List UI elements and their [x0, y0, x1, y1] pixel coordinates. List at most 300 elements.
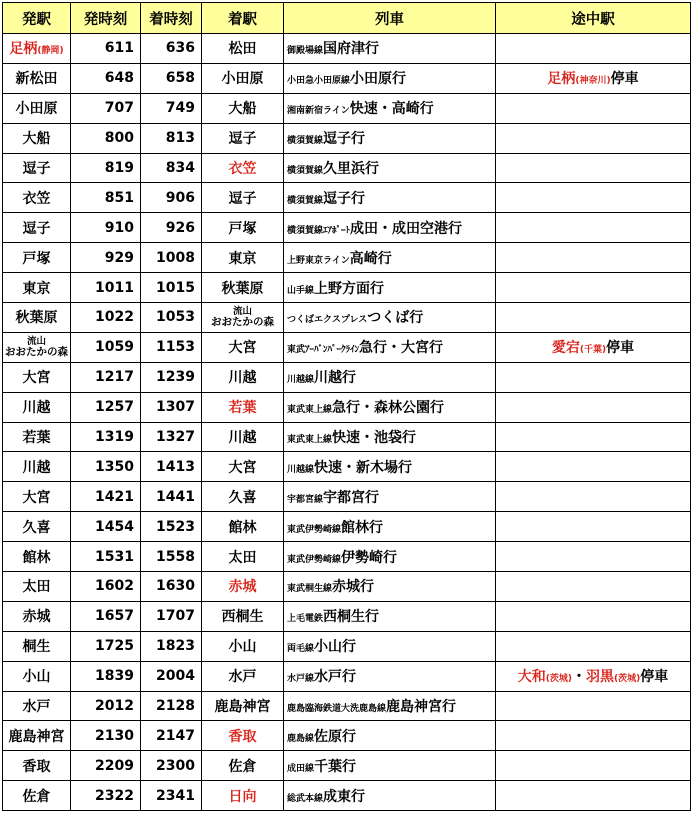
- arrival-time: 1239: [141, 362, 202, 392]
- table-row: [3, 392, 691, 422]
- via-stations: [496, 243, 691, 273]
- departure-time: 2012: [71, 691, 141, 721]
- text-segment: 館林: [228, 519, 257, 536]
- train-destination: 逗子行: [323, 131, 366, 148]
- train-destination: 高崎行: [349, 250, 392, 267]
- arrival-station: [202, 721, 284, 751]
- line-name: 両毛線: [287, 644, 315, 655]
- departure-station: [3, 123, 71, 153]
- arrival-station: [202, 392, 284, 422]
- line-name: 小田急小田原線: [287, 76, 351, 87]
- train-destination: 水戸行: [314, 669, 357, 686]
- departure-time: 929: [71, 243, 141, 273]
- departure-station: [3, 243, 71, 273]
- header-via-stations: 途中駅: [496, 3, 691, 34]
- train-info: [284, 661, 496, 691]
- via-stations: [496, 422, 691, 452]
- arrival-time: 1630: [141, 572, 202, 602]
- text-segment: 新松田: [15, 71, 58, 88]
- text-segment: 逗子: [228, 190, 257, 207]
- text-segment: 衣笠: [228, 161, 257, 177]
- departure-time: 1602: [71, 572, 141, 602]
- departure-time: 800: [71, 123, 141, 153]
- train-info: [284, 273, 496, 303]
- table-row: [3, 303, 691, 333]
- text-segment: 足柄: [547, 71, 576, 88]
- via-stations: [496, 691, 691, 721]
- departure-station: [3, 482, 71, 512]
- arrival-station: [202, 422, 284, 452]
- line-name: 横須賀線: [287, 136, 324, 147]
- text-segment: 久喜: [228, 489, 257, 506]
- via-stations: [496, 601, 691, 631]
- line-name: 東武桐生線: [287, 584, 333, 595]
- arrival-time: 2341: [141, 781, 202, 811]
- table-row: [3, 63, 691, 93]
- arrival-station: [202, 781, 284, 811]
- table-row: [3, 34, 691, 64]
- table-row: [3, 243, 691, 273]
- train-destination: 快速・新木場行: [314, 459, 413, 476]
- arrival-time: 1823: [141, 631, 202, 661]
- departure-time: 611: [71, 34, 141, 64]
- text-segment: 停車: [610, 71, 639, 88]
- departure-time: 851: [71, 183, 141, 213]
- train-destination: 鹿島神宮行: [386, 699, 457, 716]
- arrival-time: 1523: [141, 512, 202, 542]
- arrival-station: [202, 243, 284, 273]
- text-segment: 鹿島神宮: [8, 728, 65, 745]
- text-segment: 停車: [640, 669, 669, 686]
- via-stations: [496, 63, 691, 93]
- line-name: 東武ｱｰﾊﾞﾝﾊﾟｰｸﾗｲﾝ: [287, 345, 360, 356]
- line-name: 東武伊勢崎線: [287, 554, 342, 565]
- arrival-time: 2128: [141, 691, 202, 721]
- via-stations: [496, 392, 691, 422]
- arrival-time: 2004: [141, 661, 202, 691]
- text-segment: 太田: [22, 579, 51, 596]
- departure-time: 1011: [71, 273, 141, 303]
- departure-time: 707: [71, 93, 141, 123]
- train-destination: 小山行: [314, 639, 357, 656]
- text-segment: 赤城: [228, 579, 257, 596]
- departure-time: 1059: [71, 332, 141, 362]
- arrival-time: 1053: [141, 303, 202, 333]
- text-segment: 逗子: [22, 220, 51, 237]
- table-row: [3, 691, 691, 721]
- train-info: [284, 243, 496, 273]
- text-segment: 逗子: [22, 161, 51, 177]
- table-row: [3, 183, 691, 213]
- arrival-station: [202, 34, 284, 64]
- two-line-station-name: [202, 307, 283, 328]
- text-segment: (静岡): [37, 46, 64, 57]
- arrival-station: [202, 63, 284, 93]
- text-segment: 東京: [228, 250, 257, 267]
- arrival-station: [202, 542, 284, 572]
- text-segment: 水戸: [228, 669, 257, 686]
- table-row: [3, 273, 691, 303]
- train-destination: 急行・森林公園行: [332, 400, 445, 417]
- train-info: [284, 452, 496, 482]
- arrival-station: [202, 631, 284, 661]
- arrival-time: 1413: [141, 452, 202, 482]
- arrival-station: [202, 691, 284, 721]
- arrival-time: 1327: [141, 422, 202, 452]
- station-name-line1: 流山: [26, 335, 46, 347]
- departure-time: 2322: [71, 781, 141, 811]
- arrival-station: [202, 332, 284, 362]
- arrival-time: 1707: [141, 601, 202, 631]
- line-name: 総武本線: [287, 793, 324, 804]
- departure-time: 1657: [71, 601, 141, 631]
- text-segment: 羽黒: [586, 669, 614, 686]
- text-segment: 愛宕: [551, 340, 580, 357]
- departure-time: 819: [71, 153, 141, 183]
- arrival-station: [202, 213, 284, 243]
- train-info: [284, 63, 496, 93]
- train-destination: 千葉行: [314, 758, 357, 775]
- timetable: [2, 2, 691, 811]
- text-segment: 大宮: [22, 370, 51, 387]
- departure-station: [3, 362, 71, 392]
- line-name: 御殿場線: [287, 46, 324, 57]
- text-segment: (茨城): [545, 674, 572, 685]
- train-destination: 久里浜行: [323, 161, 380, 177]
- table-row: [3, 781, 691, 811]
- table-row: [3, 631, 691, 661]
- train-info: [284, 213, 496, 243]
- arrival-station: [202, 601, 284, 631]
- train-info: [284, 631, 496, 661]
- departure-station: [3, 452, 71, 482]
- arrival-time: 1015: [141, 273, 202, 303]
- table-row: [3, 213, 691, 243]
- arrival-time: 2147: [141, 721, 202, 751]
- train-destination: 館林行: [341, 519, 384, 536]
- train-info: [284, 601, 496, 631]
- departure-station: [3, 153, 71, 183]
- train-destination: 小田原行: [350, 71, 407, 88]
- text-segment: 戸塚: [22, 250, 51, 267]
- arrival-station: [202, 123, 284, 153]
- train-info: [284, 482, 496, 512]
- train-destination: 上野方面行: [314, 280, 385, 297]
- station-name-line2: おおたかの森: [211, 315, 274, 328]
- text-segment: (茨城): [614, 674, 641, 685]
- train-destination: 川越行: [314, 370, 357, 387]
- line-name: 宇都宮線: [287, 494, 324, 505]
- train-destination: 宇都宮行: [323, 489, 380, 506]
- train-info: [284, 721, 496, 751]
- header-train: 列車: [284, 3, 496, 34]
- table-row: [3, 542, 691, 572]
- train-info: [284, 362, 496, 392]
- via-stations: [496, 721, 691, 751]
- departure-time: 1839: [71, 661, 141, 691]
- departure-station: [3, 63, 71, 93]
- text-segment: 小田原: [221, 71, 264, 88]
- arrival-station: [202, 273, 284, 303]
- line-name: 川越線: [287, 464, 315, 475]
- text-segment: 小田原: [15, 101, 58, 118]
- arrival-time: 749: [141, 93, 202, 123]
- arrival-station: [202, 183, 284, 213]
- train-info: [284, 303, 496, 333]
- train-destination: 成田・成田空港行: [350, 220, 463, 237]
- text-segment: 西桐生: [221, 609, 264, 626]
- train-destination: 国府津行: [323, 41, 380, 58]
- line-name: 鹿島臨海鉄道大洗鹿島線: [287, 704, 387, 715]
- line-name: つくばエクスプレス: [287, 315, 368, 326]
- arrival-station: [202, 572, 284, 602]
- train-info: [284, 93, 496, 123]
- text-segment: 香取: [228, 728, 257, 745]
- train-info: [284, 542, 496, 572]
- line-name: 東武東上線: [287, 435, 333, 446]
- table-row: [3, 452, 691, 482]
- line-name: 湘南新宿ライン: [287, 106, 350, 117]
- via-stations: [496, 482, 691, 512]
- line-name: 山手線: [287, 285, 315, 296]
- train-info: [284, 572, 496, 602]
- via-stations: [496, 153, 691, 183]
- departure-station: [3, 601, 71, 631]
- departure-station: [3, 332, 71, 362]
- train-destination: 赤城行: [332, 579, 375, 596]
- via-stations: [496, 123, 691, 153]
- departure-station: [3, 751, 71, 781]
- text-segment: 佐倉: [228, 758, 257, 775]
- header-arrival-station: 着駅: [202, 3, 284, 34]
- station-name-line1: 流山: [232, 305, 252, 317]
- text-segment: 太田: [228, 549, 257, 566]
- via-stations: [496, 93, 691, 123]
- arrival-station: [202, 93, 284, 123]
- departure-station: [3, 392, 71, 422]
- text-segment: ・: [572, 669, 586, 686]
- text-segment: 佐倉: [22, 788, 51, 805]
- arrival-time: 1558: [141, 542, 202, 572]
- text-segment: 小山: [22, 669, 51, 686]
- text-segment: 大和: [517, 669, 546, 686]
- line-name: 東武東上線: [287, 405, 333, 416]
- via-stations: [496, 781, 691, 811]
- line-name: 鹿島線: [287, 733, 315, 744]
- arrival-time: 636: [141, 34, 202, 64]
- header-departure-time: 発時刻: [71, 3, 141, 34]
- header-row: [3, 3, 691, 34]
- arrival-time: 2300: [141, 751, 202, 781]
- text-segment: 水戸: [22, 699, 51, 716]
- train-info: [284, 392, 496, 422]
- via-stations: [496, 452, 691, 482]
- train-info: [284, 512, 496, 542]
- line-name: 横須賀線: [287, 195, 324, 206]
- table-row: [3, 601, 691, 631]
- arrival-station: [202, 362, 284, 392]
- text-segment: 川越: [228, 430, 257, 447]
- text-segment: 川越: [22, 400, 51, 417]
- train-info: [284, 34, 496, 64]
- departure-station: [3, 691, 71, 721]
- departure-time: 648: [71, 63, 141, 93]
- arrival-time: 834: [141, 153, 202, 183]
- train-destination: 伊勢崎行: [341, 549, 398, 566]
- via-stations: [496, 362, 691, 392]
- text-segment: 戸塚: [228, 220, 257, 237]
- text-segment: 足柄: [9, 41, 38, 58]
- train-destination: 快速・池袋行: [332, 430, 417, 447]
- table-row: [3, 362, 691, 392]
- text-segment: 東京: [22, 280, 51, 297]
- departure-station: [3, 512, 71, 542]
- via-stations: [496, 512, 691, 542]
- text-segment: 停車: [606, 340, 635, 357]
- arrival-time: 1008: [141, 243, 202, 273]
- departure-station: [3, 422, 71, 452]
- line-name: 上毛電鉄: [287, 614, 324, 625]
- text-segment: 大宮: [228, 340, 257, 357]
- arrival-station: [202, 482, 284, 512]
- departure-time: 1421: [71, 482, 141, 512]
- departure-time: 2209: [71, 751, 141, 781]
- departure-time: 1022: [71, 303, 141, 333]
- via-stations: [496, 303, 691, 333]
- line-name: 横須賀線: [287, 166, 324, 176]
- departure-time: 1454: [71, 512, 141, 542]
- departure-station: [3, 572, 71, 602]
- departure-station: [3, 721, 71, 751]
- via-stations: [496, 34, 691, 64]
- via-stations: [496, 751, 691, 781]
- table-row: [3, 123, 691, 153]
- departure-time: 1531: [71, 542, 141, 572]
- line-name: 東武伊勢崎線: [287, 524, 342, 535]
- text-segment: 秋葉原: [15, 310, 58, 327]
- text-segment: 川越: [228, 370, 257, 387]
- text-segment: 松田: [228, 41, 257, 58]
- text-segment: 大船: [228, 101, 257, 118]
- arrival-station: [202, 512, 284, 542]
- departure-station: [3, 183, 71, 213]
- departure-station: [3, 273, 71, 303]
- via-stations: [496, 661, 691, 691]
- departure-station: [3, 34, 71, 64]
- header-departure-station: 発駅: [3, 3, 71, 34]
- departure-time: 1257: [71, 392, 141, 422]
- station-name-line2: おおたかの森: [5, 345, 68, 358]
- train-destination: 逗子行: [323, 190, 366, 207]
- departure-station: [3, 661, 71, 691]
- departure-time: 1350: [71, 452, 141, 482]
- train-info: [284, 332, 496, 362]
- text-segment: 大宮: [228, 459, 257, 476]
- train-destination: 佐原行: [314, 728, 357, 745]
- arrival-station: [202, 661, 284, 691]
- arrival-time: 906: [141, 183, 202, 213]
- train-destination: 成東行: [323, 788, 366, 805]
- departure-time: 1725: [71, 631, 141, 661]
- arrival-time: 1441: [141, 482, 202, 512]
- table-row: [3, 512, 691, 542]
- train-info: [284, 422, 496, 452]
- text-segment: 逗子: [228, 131, 257, 148]
- timetable-body: [3, 34, 691, 811]
- text-segment: 川越: [22, 459, 51, 476]
- text-segment: 秋葉原: [221, 280, 264, 297]
- via-stations: [496, 332, 691, 362]
- text-segment: 鹿島神宮: [214, 699, 271, 716]
- train-destination: つくば行: [367, 310, 424, 327]
- train-info: [284, 691, 496, 721]
- via-stations: [496, 572, 691, 602]
- text-segment: 衣笠: [22, 190, 51, 207]
- departure-time: 1217: [71, 362, 141, 392]
- text-segment: 桐生: [22, 639, 51, 656]
- text-segment: (千葉): [579, 345, 607, 356]
- line-name: 成田線: [287, 763, 315, 774]
- departure-station: [3, 93, 71, 123]
- arrival-time: 658: [141, 63, 202, 93]
- text-segment: 赤城: [22, 609, 51, 626]
- departure-station: [3, 303, 71, 333]
- train-info: [284, 153, 496, 183]
- arrival-time: 813: [141, 123, 202, 153]
- via-stations: [496, 213, 691, 243]
- text-segment: (神奈川): [575, 76, 611, 87]
- table-row: [3, 721, 691, 751]
- line-name: 上野東京ライン: [287, 255, 350, 266]
- departure-station: [3, 213, 71, 243]
- arrival-time: 1153: [141, 332, 202, 362]
- train-destination: 西桐生行: [323, 609, 380, 626]
- via-stations: [496, 183, 691, 213]
- text-segment: 館林: [22, 549, 51, 566]
- line-name: 水戸線: [287, 674, 315, 685]
- text-segment: 若葉: [228, 400, 257, 417]
- arrival-station: [202, 303, 284, 333]
- table-row: [3, 422, 691, 452]
- departure-time: 910: [71, 213, 141, 243]
- table-row: [3, 572, 691, 602]
- via-stations: [496, 273, 691, 303]
- via-stations: [496, 542, 691, 572]
- arrival-station: [202, 751, 284, 781]
- text-segment: 大宮: [22, 489, 51, 506]
- text-segment: 若葉: [22, 430, 51, 447]
- text-segment: 香取: [22, 758, 51, 775]
- two-line-station-name: [3, 337, 70, 358]
- train-info: [284, 781, 496, 811]
- table-row: [3, 153, 691, 183]
- train-info: [284, 751, 496, 781]
- text-segment: 日向: [228, 788, 257, 805]
- departure-time: 2130: [71, 721, 141, 751]
- arrival-time: 926: [141, 213, 202, 243]
- text-segment: 大船: [22, 131, 51, 148]
- table-row: [3, 482, 691, 512]
- line-name: 川越線: [287, 375, 315, 386]
- train-destination: 快速・高崎行: [349, 101, 434, 118]
- table-row: [3, 332, 691, 362]
- line-name: 横須賀線ｴｱﾎﾟｰﾄ: [287, 225, 351, 236]
- departure-time: 1319: [71, 422, 141, 452]
- departure-station: [3, 631, 71, 661]
- train-info: [284, 183, 496, 213]
- train-info: [284, 123, 496, 153]
- departure-station: [3, 781, 71, 811]
